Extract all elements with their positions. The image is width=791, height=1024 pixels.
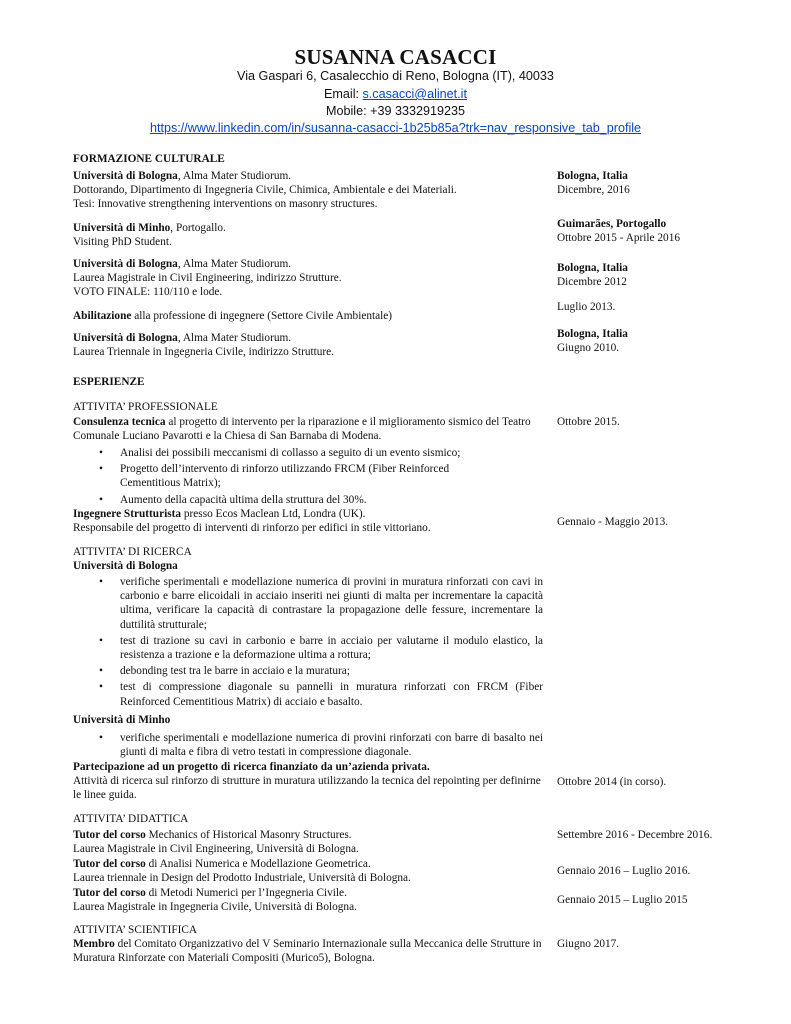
list-item: • test di trazione su cavi in carbonio e barre in acciaio per valutarne il modulo elastico, la resistenza a trazione e la deformazione ultima a rottura; — [73, 634, 543, 662]
edu-5-place: Bologna, Italia — [557, 328, 628, 340]
edu-3-place: Bologna, Italia — [557, 262, 628, 274]
edu-3-grade: VOTO FINALE: 110/110 e lode. — [73, 286, 223, 299]
ricerca-minho-title: Università di Minho — [73, 714, 171, 726]
edu-entry-4: Abilitazione alla professione di ingegnere (Settore Civile Ambientale) — [73, 310, 393, 322]
scientifica-membro: Membro del Comitato Organizzativo del V Seminario Internazionale sulla Meccanica delle Strutture in Muratura Rinforzate con Materiali Compositi (Murico5), Bologna. — [73, 938, 542, 965]
ricerca-bologna-bullets — [73, 575, 543, 709]
edu-5-institution: Università di Bologna, Alma Mater Studiorum. — [73, 332, 292, 344]
edu-5-degree: Laurea Triennale in Ingegneria Civile, indirizzo Strutture. — [73, 346, 335, 359]
edu-2-role: Visiting PhD Student. — [73, 236, 172, 249]
didattica-tutor-2-date: Gennaio 2016 – Luglio 2016. — [557, 865, 691, 877]
edu-3-degree: Laurea Magistrale in Civil Engineering, indirizzo Strutture. — [73, 272, 342, 285]
didattica-tutor-2: Tutor del corso di Analisi Numerica e Modellazione Geometrica. Laurea triennale in Design del Prodotto Industriale, Università di Bologna. — [73, 858, 411, 885]
linkedin-url[interactable]: https://www.linkedin.com/in/susanna-casacci-1b25b85a?trk=nav_responsive_tab_profile — [149, 121, 642, 135]
ricerca-bologna-title: Università di Bologna — [73, 560, 178, 572]
edu-2-place: Guimarães, Portogallo — [557, 218, 667, 230]
edu-entry-1 — [73, 169, 543, 212]
email-line — [0, 86, 791, 103]
subsection-title-didattica: ATTIVITA’ DIDATTICA — [73, 813, 189, 825]
didattica-tutor-3: Tutor del corso di Metodi Numerici per l’Ingegneria Civile. Laurea Magistrale in Ingegneria Civile, Università di Bologna. — [73, 887, 357, 914]
edu-1-meta — [557, 169, 727, 197]
edu-entry-5 — [73, 331, 543, 359]
ricerca-progetto: Partecipazione ad un progetto di ricerca finanziato da un’azienda privata. Attività di ricerca sul rinforzo di strutture in muratura utilizzando la tecnica del repointing per definirne le linee guida. — [73, 761, 541, 802]
edu-entry-2 — [73, 221, 543, 249]
edu-1-place: Bologna, Italia — [557, 170, 628, 182]
list-item: • Analisi dei possibili meccanismi di collasso a seguito di un evento sismico; — [73, 446, 518, 460]
ricerca-progetto-date: Ottobre 2014 (in corso). — [557, 776, 667, 788]
prof-consulenza: Consulenza tecnica al progetto di intervento per la riparazione e il miglioramento sismico del Teatro Comunale Luciano Pavarotti e la Chiesa di San Barnaba di Modena. — [73, 416, 531, 443]
list-item: • Aumento della capacità ultima della struttura del 30%. — [73, 493, 518, 507]
list-item: • verifiche sperimentali e modellazione numerica di provini rinforzati con barre di basalto nei giunti di malta e fibra di vetro testati in compressione diagonale. — [73, 731, 543, 759]
edu-3-institution: Università di Bologna, Alma Mater Studiorum. — [73, 258, 292, 270]
prof-bullets — [73, 446, 518, 507]
scientifica-membro-date: Giugno 2017. — [557, 938, 620, 950]
address: Via Gaspari 6, Casalecchio di Reno, Bologna (IT), 40033 — [237, 69, 554, 83]
edu-entry-3 — [73, 257, 543, 300]
edu-2-institution: Università di Minho, Portogallo. — [73, 222, 226, 234]
list-item: • test di compressione diagonale su pannelli in muratura rinforzati con FRCM (Fiber Reinforced Cementitious Matrix) di acciaio e basalto. — [73, 680, 543, 708]
candidate-name: SUSANNA CASACCI — [294, 45, 497, 69]
didattica-tutor-1: Tutor del corso Mechanics of Historical Masonry Structures. Laurea Magistrale in Civil Engineering, Università di Bologna. — [73, 829, 359, 856]
prof-strutturista: Ingegnere Strutturista presso Ecos Maclean Ltd, Londra (UK). Responsabile del progetto di interventi di rinforzo per edifici in stile vittoriano. — [73, 508, 431, 535]
edu-1-thesis: Tesi: Innovative strengthening interventions on masonry structures. — [73, 198, 378, 211]
edu-5-date: Giugno 2010. — [557, 342, 620, 355]
ricerca-minho-bullets — [73, 731, 543, 759]
subsection-title-ricerca: ATTIVITA’ DI RICERCA — [73, 546, 192, 558]
edu-3-date: Dicembre 2012 — [557, 276, 627, 289]
edu-1-degree: Dottorando, Dipartimento di Ingegneria Civile, Chimica, Ambientale e dei Materiali. — [73, 184, 457, 197]
section-title-formazione: FORMAZIONE CULTURALE — [73, 153, 225, 165]
prof-consulenza-date: Ottobre 2015. — [557, 416, 620, 428]
linkedin-link[interactable] — [0, 120, 791, 137]
edu-1-institution: Università di Bologna, Alma Mater Studiorum. — [73, 170, 292, 182]
subsection-title-scientifica: ATTIVITA’ SCIENTIFICA — [73, 924, 198, 936]
email-link[interactable]: s.casacci@alinet.it — [362, 87, 467, 101]
didattica-tutor-1-date: Settembre 2016 - Decembre 2016. — [557, 829, 713, 841]
section-title-esperienze: ESPERIENZE — [73, 376, 145, 388]
edu-2-date: Ottobre 2015 - Aprile 2016 — [557, 232, 680, 245]
didattica-tutor-3-date: Gennaio 2015 – Luglio 2015 — [557, 894, 688, 906]
list-item: • Progetto dell’intervento di rinforzo utilizzando FRCM (Fiber Reinforced Cementitious Matrix); — [73, 462, 518, 490]
list-item: • debonding test tra le barre in acciaio e la muratura; — [73, 664, 543, 678]
edu-5-meta — [557, 327, 727, 355]
mobile: Mobile: +39 3332919235 — [326, 104, 465, 118]
email-label: Email: — [324, 87, 363, 101]
subsection-title-professionale: ATTIVITA’ PROFESSIONALE — [73, 401, 218, 413]
edu-2-meta — [557, 217, 727, 245]
edu-3-meta — [557, 261, 727, 289]
edu-4-date: Luglio 2013. — [557, 301, 616, 313]
list-item: • verifiche sperimentali e modellazione numerica di provini in muratura rinforzati con cavi in carbonio e barre elicoidali in acciaio inseriti nei giunti di malta per incrementare la capacità ultima, verificare la capacità di contrastare la propagazione delle fessure, incrementare la duttilità strutturale; — [73, 575, 543, 632]
prof-strutturista-date: Gennaio - Maggio 2013. — [557, 516, 669, 528]
edu-1-date: Dicembre, 2016 — [557, 184, 630, 197]
